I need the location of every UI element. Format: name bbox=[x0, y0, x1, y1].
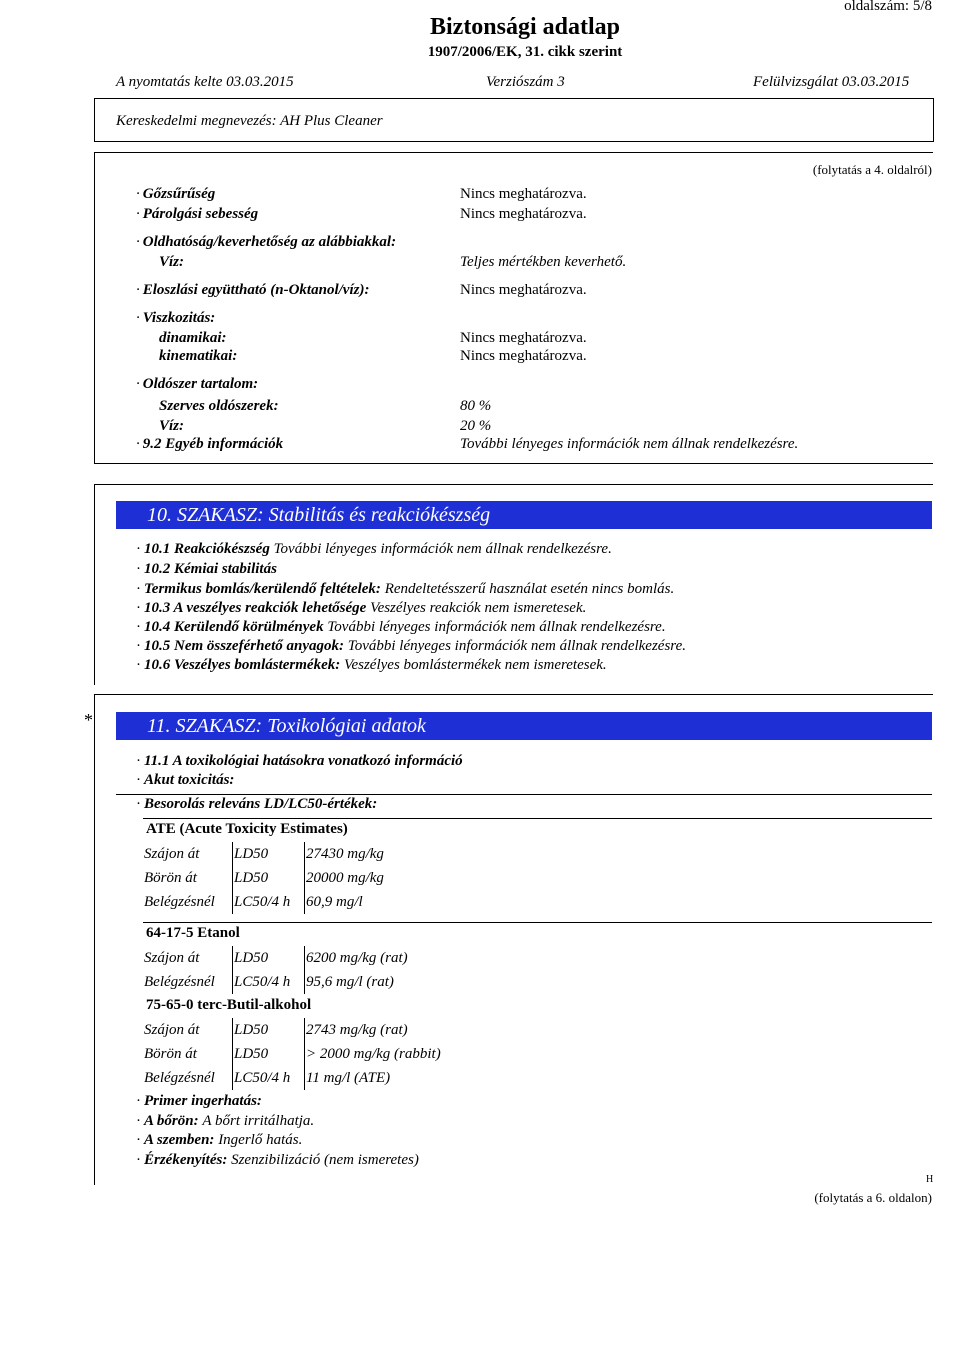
butanol-label: 75-65-0 terc-Butil-alkohol bbox=[146, 997, 312, 1013]
footer-mark: H bbox=[926, 1174, 934, 1185]
document-title: Biztonsági adatlap bbox=[429, 14, 621, 40]
trade-name-box bbox=[94, 98, 934, 142]
ate-table bbox=[143, 842, 388, 914]
decomposition-products: · 10.6 Veszélyes bomlástermékek: Veszélyes bomlástermékek nem ismeretesek. bbox=[136, 657, 607, 673]
dynamic-value: Nincs meghatározva. bbox=[460, 330, 587, 346]
table-row bbox=[143, 866, 388, 890]
print-date: A nyomtatás kelte 03.03.2015 bbox=[116, 74, 294, 90]
revision-date: Felülvizsgálat 03.03.2015 bbox=[753, 74, 910, 90]
tox-value: 27430 mg/kg bbox=[305, 842, 388, 866]
tox-route: Börön át bbox=[144, 869, 197, 886]
tox-route: Szájon át bbox=[144, 845, 200, 862]
classification-label: · Besorolás releváns LD/LC50-értékek: bbox=[136, 796, 378, 812]
chemical-stability: · 10.2 Kémiai stabilitás bbox=[136, 561, 277, 577]
tox-value: > 2000 mg/kg (rabbit) bbox=[305, 1042, 445, 1066]
ethanol-rule bbox=[143, 922, 932, 923]
hazardous-reactions: · 10.3 A veszélyes reakciók lehetősége Veszélyes reakciók nem ismeretesek. bbox=[136, 600, 587, 616]
ate-label: ATE (Acute Toxicity Estimates) bbox=[146, 821, 348, 837]
change-marker: * bbox=[84, 710, 93, 730]
kinematic-label: kinematikai: bbox=[159, 348, 238, 364]
tox-type: LD50 bbox=[233, 1042, 305, 1066]
tox-type: LC50/4 h bbox=[233, 1066, 305, 1090]
version-number: Verziószám 3 bbox=[486, 74, 565, 90]
solubility-label: · Oldhatóság/keverhetőség az alábbiakkal: bbox=[136, 234, 397, 250]
section-11-heading: 11. SZAKASZ: Toxikológiai adatok bbox=[116, 712, 932, 740]
tox-value: 11 mg/l (ATE) bbox=[305, 1066, 445, 1090]
other-info-value: További lényeges információk nem állnak rendelkezésre. bbox=[460, 436, 799, 452]
tox-type: LC50/4 h bbox=[233, 970, 305, 994]
eye-effect: · A szemben: Ingerlő hatás. bbox=[136, 1132, 303, 1148]
tox-type: LD50 bbox=[233, 1018, 305, 1042]
classification-rule bbox=[116, 794, 932, 795]
tox-type: LD50 bbox=[233, 842, 305, 866]
tox-route: Börön át bbox=[144, 1045, 197, 1062]
table-row bbox=[143, 1018, 445, 1042]
tox-value: 60,9 mg/l bbox=[305, 890, 388, 914]
table-row bbox=[143, 1066, 445, 1090]
table-row bbox=[143, 890, 388, 914]
evaporation-label: · Párolgási sebesség bbox=[136, 206, 259, 222]
tox-value: 20000 mg/kg bbox=[305, 866, 388, 890]
tox-route: Szájon át bbox=[144, 949, 200, 966]
solvent-label: · Oldószer tartalom: bbox=[136, 376, 259, 392]
vapour-density-label: · Gőzsűrűség bbox=[136, 186, 216, 202]
solubility-water-value: Teljes mértékben keverhető. bbox=[460, 254, 627, 270]
document-subtitle: 1907/2006/EK, 31. cikk szerint bbox=[427, 44, 623, 60]
vapour-density-value: Nincs meghatározva. bbox=[460, 186, 587, 202]
page-number: oldalszám: 5/8 bbox=[844, 0, 932, 14]
tox-value: 2743 mg/kg (rat) bbox=[305, 1018, 445, 1042]
organic-label: Szerves oldószerek: bbox=[159, 398, 279, 414]
ethanol-table bbox=[143, 946, 412, 994]
section-10-heading: 10. SZAKASZ: Stabilitás és reakciókészség bbox=[116, 501, 932, 529]
partition-label: · Eloszlási együttható (n-Oktanol/víz): bbox=[136, 282, 370, 298]
ethanol-label: 64-17-5 Etanol bbox=[146, 925, 240, 941]
other-info-label: · 9.2 Egyéb információk bbox=[136, 436, 284, 452]
tox-route: Szájon át bbox=[144, 1021, 200, 1038]
butanol-table bbox=[143, 1018, 445, 1090]
tox-type: LD50 bbox=[233, 946, 305, 970]
incompatible-materials: · 10.5 Nem összeférhető anyagok: További lényeges információk nem állnak rendelkezésre. bbox=[136, 638, 686, 654]
primary-irritation: · Primer ingerhatás: bbox=[136, 1093, 262, 1109]
reactivity: · 10.1 Reakciókészség További lényeges információk nem állnak rendelkezésre. bbox=[136, 541, 612, 557]
tox-info-label: · 11.1 A toxikológiai hatásokra vonatkozó információ bbox=[136, 753, 463, 769]
dynamic-label: dinamikai: bbox=[159, 330, 227, 346]
partition-value: Nincs meghatározva. bbox=[460, 282, 587, 298]
continuation-from: (folytatás a 4. oldalról) bbox=[812, 162, 932, 177]
tox-type: LD50 bbox=[233, 866, 305, 890]
thermal-decomposition: · Termikus bomlás/kerülendő feltételek: Rendeltetésszerű használat esetén nincs bomlás. bbox=[136, 581, 675, 597]
tox-route: Belégzésnél bbox=[144, 893, 215, 910]
acute-toxicity-label: · Akut toxicitás: bbox=[136, 772, 235, 788]
tox-value: 95,6 mg/l (rat) bbox=[305, 970, 412, 994]
tox-value: 6200 mg/kg (rat) bbox=[305, 946, 412, 970]
table-row bbox=[143, 946, 412, 970]
water-value: 20 % bbox=[460, 418, 492, 434]
sensitisation: · Érzékenyítés: Szenzibilizáció (nem ismeretes) bbox=[136, 1152, 419, 1168]
tox-type: LC50/4 h bbox=[233, 890, 305, 914]
solubility-water-label: Víz: bbox=[159, 254, 185, 270]
kinematic-value: Nincs meghatározva. bbox=[460, 348, 587, 364]
ate-rule bbox=[143, 818, 932, 819]
trade-name: Kereskedelmi megnevezés: AH Plus Cleaner bbox=[116, 113, 383, 129]
evaporation-value: Nincs meghatározva. bbox=[460, 206, 587, 222]
conditions-to-avoid: · 10.4 Kerülendő körülmények További lényeges információk nem állnak rendelkezésre. bbox=[136, 619, 666, 635]
continuation-to: (folytatás a 6. oldalon) bbox=[814, 1190, 932, 1205]
table-row bbox=[143, 970, 412, 994]
tox-route: Belégzésnél bbox=[144, 973, 215, 990]
tox-route: Belégzésnél bbox=[144, 1069, 215, 1086]
viscosity-label: · Viszkozitás: bbox=[136, 310, 216, 326]
table-row bbox=[143, 842, 388, 866]
skin-effect: · A bőrön: A bőrt irritálhatja. bbox=[136, 1113, 315, 1129]
organic-value: 80 % bbox=[460, 398, 492, 414]
table-row bbox=[143, 1042, 445, 1066]
water-label: Víz: bbox=[159, 418, 185, 434]
